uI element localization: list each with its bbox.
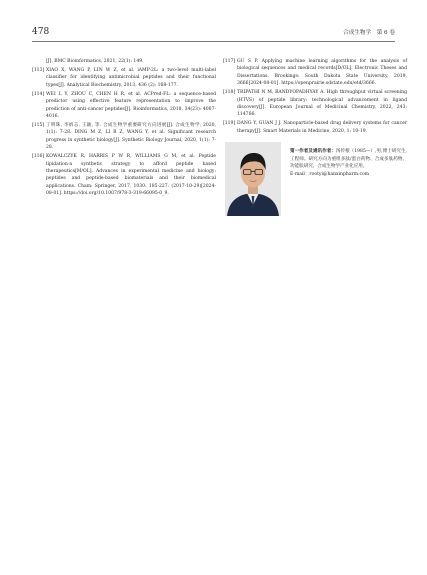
reference-item xyxy=(223,120,407,135)
author-heading: 第一作者及通讯作者： xyxy=(290,149,336,155)
reference-text: KOWALCZYK R, HARRIS P W R, WILLIAMS G M, et al. Peptide lipidation-a synthetic strategy to afford peptide based therapeutics[M/OL]. Advances in experimental medicine and biology: peptides and peptide-based biomaterials and their biomedical applications. Cham: Springer, 2017, 1030: 185-227. (2017-10-29)[2024-08-01]. https://doi.org/10.1007/978-3-319-66095-0_9. xyxy=(46,154,216,197)
reference-number: [118] xyxy=(223,90,236,96)
reference-number: [114] xyxy=(32,91,45,97)
reference-text: 丁明珠, 李炳志, 王颖, 等. 合成生物学重要研究方向进展[J]. 合成生物学, 2020, 1(1): 7-28. DING M Z, LI B Z, WANG Y, et al. Significant research progress in synthetic biology[J]. Synthetic Biology Journal, 2020, 1(1): 7-28. xyxy=(46,123,216,151)
reference-item xyxy=(32,58,216,65)
reference-text: [J]. BMC Bioinformatics, 2021, 22(1): 149. xyxy=(46,59,144,64)
reference-text: XIAO X, WANG P, LIN W Z, et al. iAMP-2L: a two-level multi-label classifier for identifying antimicrobial peptides and their functional types[J]. Analytical Biochemistry, 2013, 436 (2): 168-177. xyxy=(46,68,216,88)
journal-title: 合成生物学 第 6 卷 xyxy=(343,30,395,36)
reference-item xyxy=(32,91,216,121)
reference-text: DANG Y, GUAN J J. Nanoparticle-based drug delivery systems for cancer therapy[J]. Smart Materials in Medicine, 2020, 1: 10-19. xyxy=(237,121,407,134)
reference-text: GU S P. Applying machine learning algorithms for the analysis of biological sequences and medical records[D/OL]. Electronic Theses and Dissertations. Brookings: South Dakota State University, 2019, 3666[2024-08-01]. https://openprairie.sdstate.edu/etd/3666. xyxy=(237,59,407,87)
page-header xyxy=(32,27,395,39)
reference-number xyxy=(32,58,46,65)
reference-item xyxy=(32,122,216,152)
left-reference-column xyxy=(32,58,216,199)
author-description: 汤传根（1985—）,男,博士研究生,工程师。研究方向为重组多肽/蛋白药物、合成多肽药物、功能肽研究、合成生物学产业化应用。 xyxy=(290,149,407,170)
reference-number: [116] xyxy=(32,154,45,160)
reference-text: WEI L Y, ZHOU C, CHEN H R, et al. ACPred-FL: a sequence-based predictor using effective feature representation to improve the prediction of anti-cancer peptides[J]. Bioinformatics, 2018, 34(23): 4007-4016. xyxy=(46,91,216,120)
page-number: 478 xyxy=(32,27,50,37)
reference-number: [115] xyxy=(32,123,45,129)
author-section xyxy=(223,142,407,216)
reference-item xyxy=(223,58,407,88)
author-email: E-mail：rootyi@hanxinpharm.com xyxy=(290,172,370,178)
reference-item xyxy=(32,153,216,197)
author-bio xyxy=(290,142,407,216)
reference-number: [119] xyxy=(223,121,236,127)
reference-item xyxy=(223,89,407,119)
author-photo xyxy=(225,142,281,216)
reference-number: [117] xyxy=(223,59,236,64)
header-rule xyxy=(32,41,395,42)
reference-item xyxy=(32,67,216,89)
right-reference-column xyxy=(223,58,407,216)
reference-text: TRIPATHI N M, BANDYOPADHYAY A. High throughput virtual screening (HTVS) of peptide library: technological advancement in ligand discovery[J]. European Journal of Medicinal Chemistry, 2022, 243: 114766. xyxy=(237,90,407,118)
reference-number: [113] xyxy=(32,68,45,73)
